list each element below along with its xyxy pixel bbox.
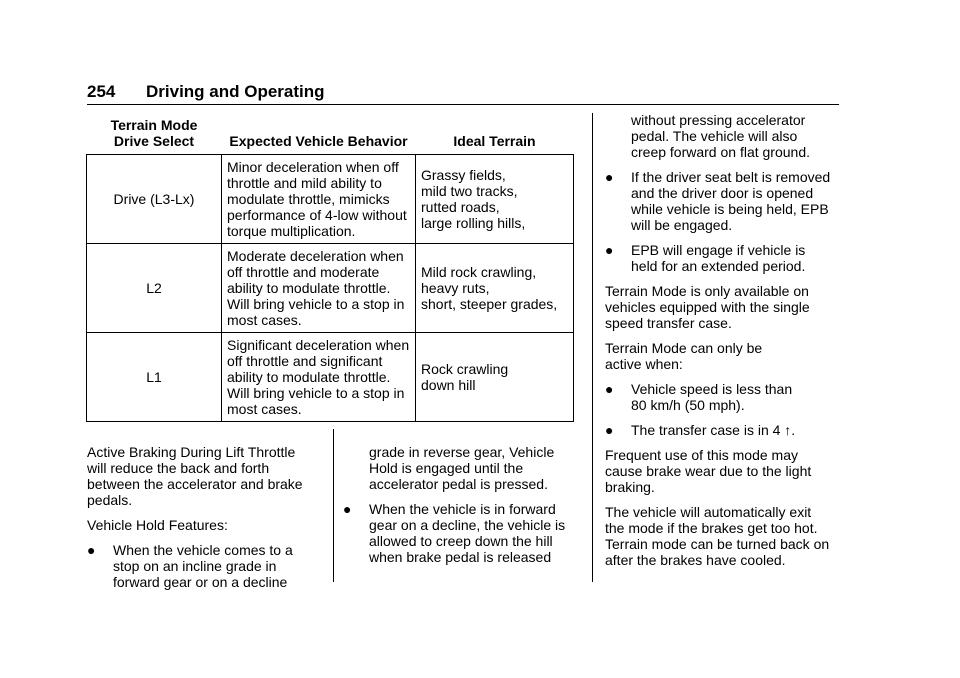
page-number: 254	[87, 82, 116, 101]
terrain-cell: Rock crawling down hill	[416, 333, 574, 422]
bullet-mark: ●	[605, 169, 614, 185]
bullet-mark: ●	[605, 242, 614, 258]
bullet-mark: ●	[605, 422, 614, 438]
terrain-cell: Mild rock crawling, heavy ruts, short, steeper grades,	[416, 244, 574, 333]
paragraph-brake-wear: Frequent use of this mode may cause brake wear due to the light braking.	[605, 447, 812, 495]
header-rule	[87, 104, 839, 105]
paragraph-active-when: Terrain Mode can only be active when:	[605, 340, 763, 372]
bullet-continuation: without pressing accelerator pedal. The vehicle will also creep forward on flat ground.	[631, 112, 810, 160]
terrain-cell: Grassy fields, mild two tracks, rutted roads, large rolling hills,	[416, 155, 574, 244]
bullet-continuation: grade in reverse gear, Vehicle Hold is engaged until the accelerator pedal is pressed.	[369, 444, 555, 492]
behavior-cell: Moderate deceleration when off throttle and moderate ability to modulate throttle. Will bring vehicle to a stop in most cases.	[222, 244, 416, 333]
page-header	[87, 82, 839, 102]
behavior-cell: Minor deceleration when off throttle and mild ability to modulate throttle, mimicks performance of 4-low without torque multiplication.	[222, 155, 416, 244]
transfer-case-text: The transfer case is in 4	[631, 422, 781, 438]
bullet-mark: ●	[605, 381, 614, 397]
header-ideal-terrain: Ideal Terrain	[416, 113, 574, 155]
table-row	[87, 333, 574, 422]
bullet-item	[605, 422, 845, 438]
middle-column	[343, 444, 583, 574]
bullet-item: ● When the vehicle comes to a stop on an incline grade in forward gear or on a decline	[87, 542, 293, 590]
bullet-item: ● If the driver seat belt is removed and the driver door is opened while vehicle is being held, EPB will be engaged.	[605, 169, 831, 233]
left-column	[87, 444, 323, 599]
terrain-mode-table	[86, 113, 574, 422]
bullet-item: ● EPB will engage if vehicle is held for an extended period.	[605, 242, 806, 274]
column-divider	[592, 113, 593, 582]
bullet-mark: ●	[87, 542, 96, 558]
paragraph-availability: Terrain Mode is only available on vehicles equipped with the single speed transfer case.	[605, 283, 810, 331]
table-row	[87, 244, 574, 333]
header-terrain-mode: Terrain Mode Drive Select	[87, 113, 222, 155]
paragraph-active-braking: Active Braking During Lift Throttle will reduce the back and forth between the accelerator and brake pedals.	[87, 444, 303, 508]
sentence-period: .	[791, 422, 796, 438]
section-title: Driving and Operating	[146, 82, 325, 101]
right-column	[605, 112, 845, 577]
paragraph-vehicle-hold-features: Vehicle Hold Features:	[87, 517, 228, 533]
table-header-row	[87, 113, 574, 155]
mode-cell: Drive (L3-Lx)	[87, 155, 222, 244]
bullet-item: ● When the vehicle is in forward gear on a decline, the vehicle is allowed to creep down the hill when brake pedal is released	[343, 501, 566, 565]
four-high-arrow-icon: ↑	[784, 422, 792, 438]
paragraph-auto-exit: The vehicle will automatically exit the mode if the brakes get too hot. Terrain mode can be turned back on after the brakes have cooled.	[605, 504, 830, 568]
column-divider	[333, 429, 334, 582]
mode-cell: L1	[87, 333, 222, 422]
table-row	[87, 155, 574, 244]
bullet-mark: ●	[343, 501, 352, 517]
header-expected-behavior: Expected Vehicle Behavior	[222, 113, 416, 155]
mode-cell: L2	[87, 244, 222, 333]
bullet-item: ● Vehicle speed is less than 80 km/h (50 mph).	[605, 381, 793, 413]
behavior-cell: Significant deceleration when off throttle and significant ability to modulate throttle. Will bring vehicle to a stop in most cases.	[222, 333, 416, 422]
